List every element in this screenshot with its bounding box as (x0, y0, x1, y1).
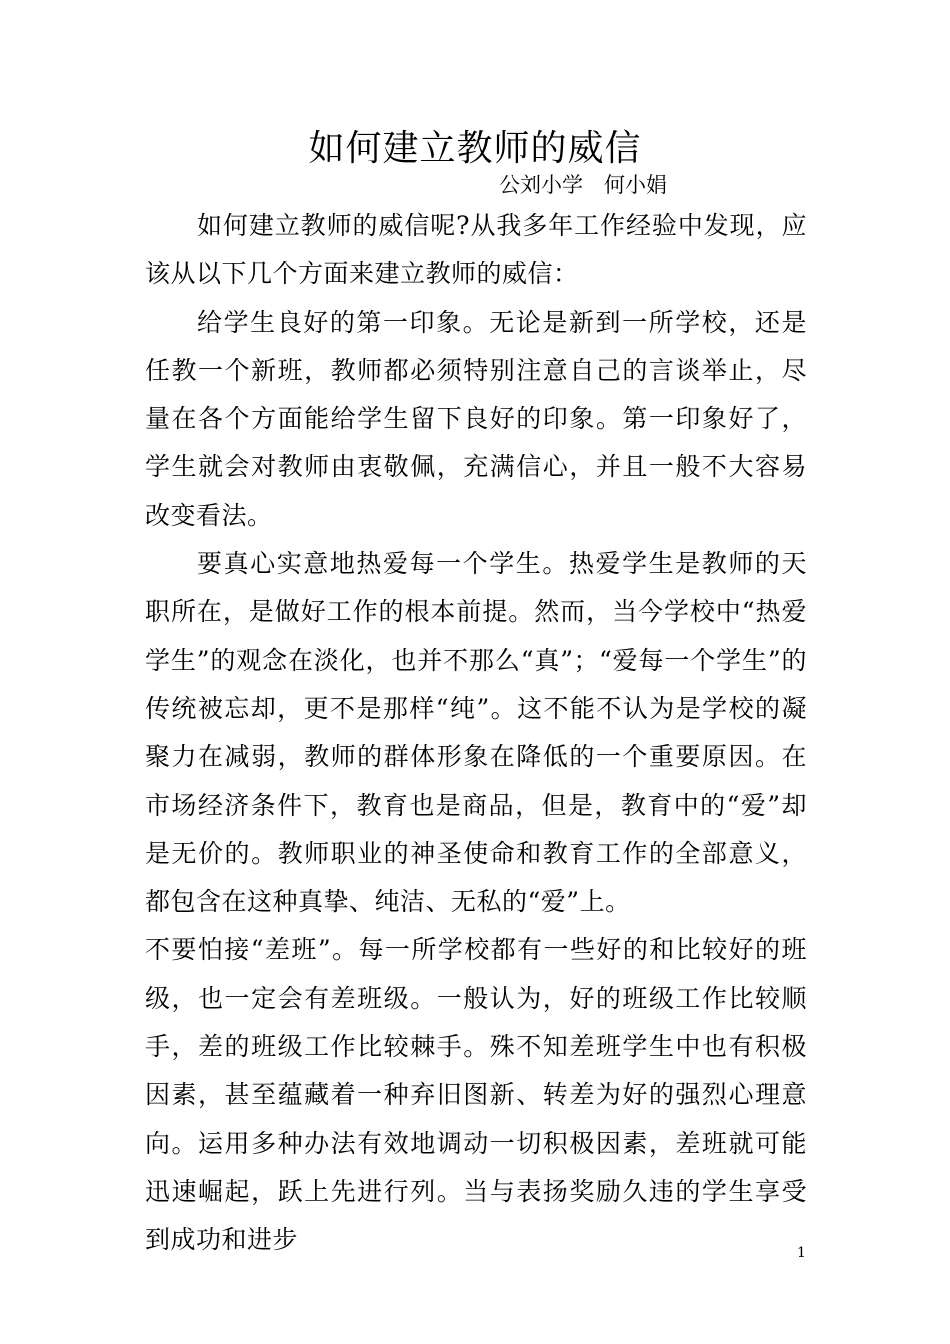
page-number: 1 (797, 1245, 806, 1261)
document-body (145, 202, 807, 1265)
author-line: 公刘小学 何小娟 (499, 173, 667, 197)
document-title: 如何建立教师的威信 (308, 128, 642, 169)
paragraph: 要真心实意地热爱每一个学生。热爱学生是教师的天职所在，是做好工作的根本前提。然而，当今学校中“热爱学生”的观念在淡化，也并不那么“真”；“爱每一个学生”的传统被忘却，更不是那样“纯”。这不能不认为是学校的凝聚力在减弱，教师的群体形象在降低的一个重要原因。在市场经济条件下，教育也是商品，但是，教育中的“爱”却是无价的。教师职业的神圣使命和教育工作的全部意义，都包含在这种真挚、纯洁、无私的“爱”上。 (145, 549, 807, 917)
paragraph: 如何建立教师的威信呢?从我多年工作经验中发现，应该从以下几个方面来建立教师的威信： (145, 211, 807, 289)
paragraph: 不要怕接“差班”。每一所学校都有一些好的和比较好的班级，也一定会有差班级。一般认为，好的班级工作比较顺手，差的班级工作比较棘手。殊不知差班学生中也有积极因素，甚至蕴藏着一种弃旧图新、转差为好的强烈心理意向。运用多种办法有效地调动一切积极因素，差班就可能迅速崛起，跃上先进行列。当与表扬奖励久违的学生享受到成功和进步 (145, 935, 807, 1255)
paragraph: 给学生良好的第一印象。无论是新到一所学校，还是任教一个新班，教师都必须特别注意自己的言谈举止，尽量在各个方面能给学生留下良好的印象。第一印象好了，学生就会对教师由衷敬佩，充满信心，并且一般不大容易改变看法。 (145, 307, 807, 530)
